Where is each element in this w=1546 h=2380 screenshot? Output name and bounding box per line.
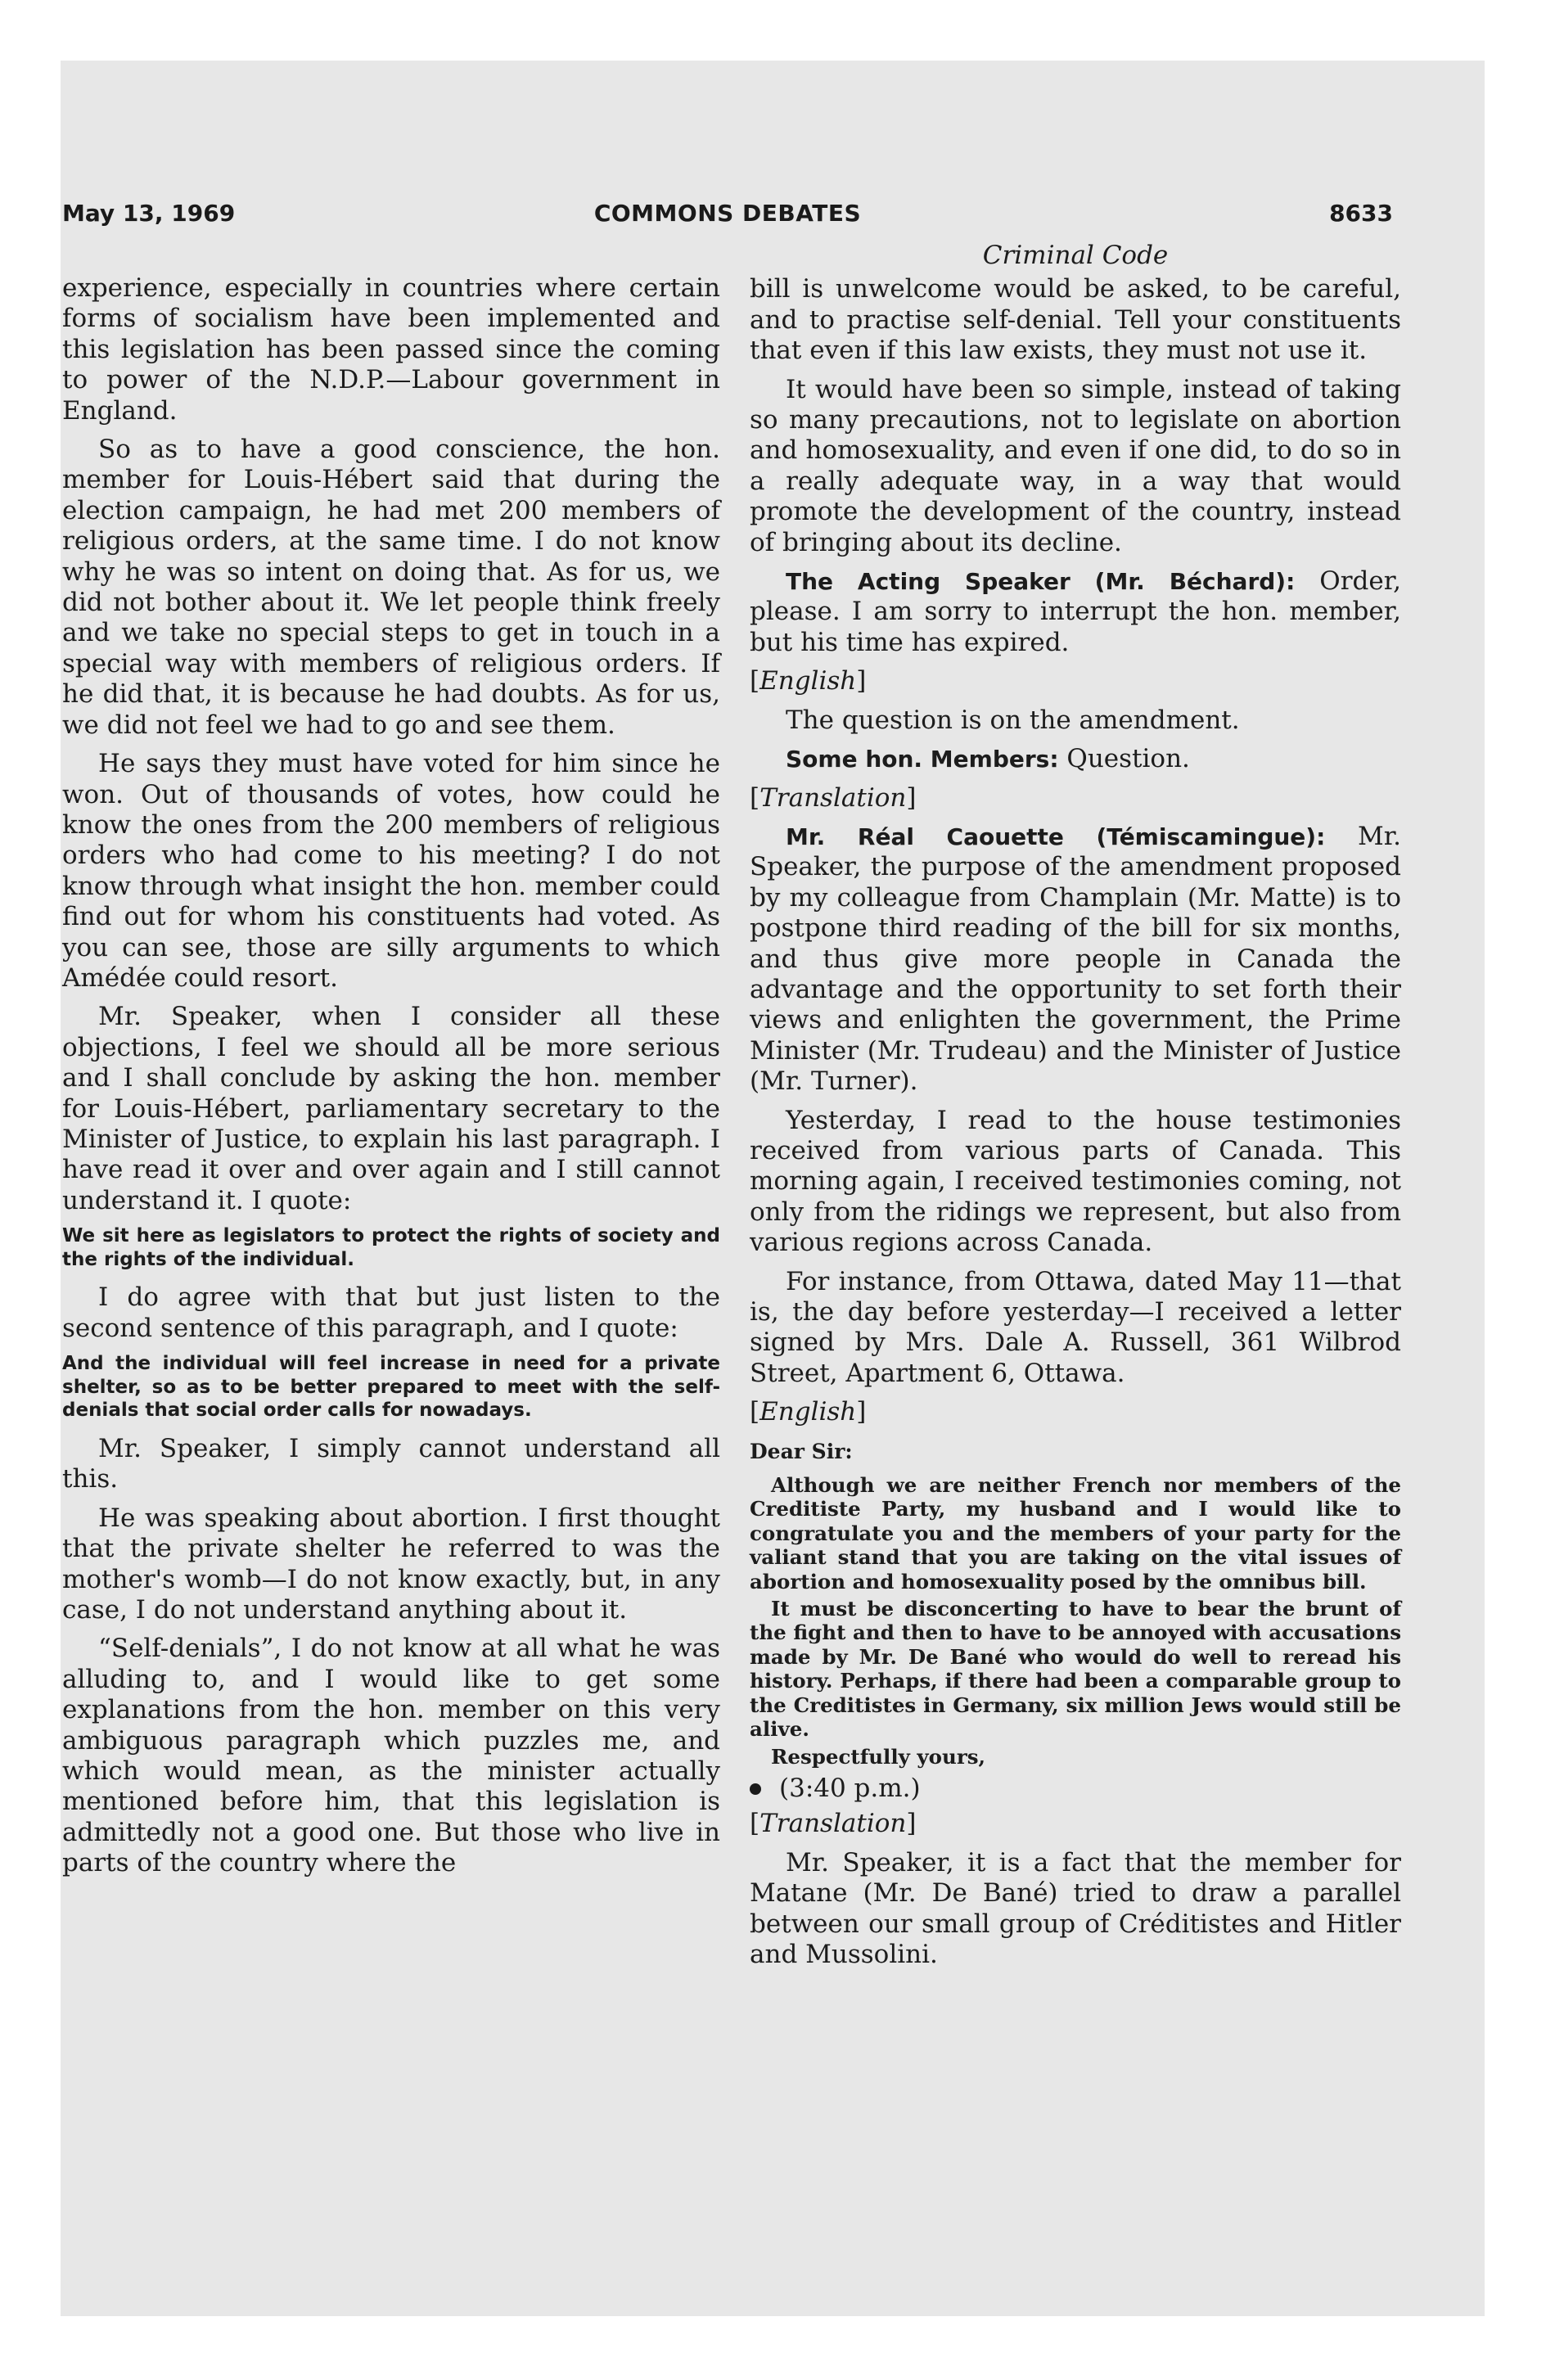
- speaker-name: Some hon. Members:: [786, 746, 1059, 773]
- page-header: [62, 200, 1393, 232]
- speaker-paragraph: [750, 744, 1401, 774]
- timestamp: [750, 1774, 1401, 1804]
- right-column: [750, 241, 1401, 1978]
- speaker-text: Order, please. I am sorry to interrupt the hon. member, but his time has expired.: [750, 566, 1401, 657]
- running-head: Criminal Code: [982, 241, 1169, 270]
- header-date: May 13, 1969: [62, 200, 236, 227]
- paragraph: It would have been so simple, instead of taking so many precautions, not to legislate on abortion and homosexuality, and even if one did, to do so in a really adequate way, in a way that would promote the development of the country, instead of bringing about its decline.: [750, 374, 1401, 557]
- language-tag: [English]: [750, 666, 867, 696]
- header-page-number: 8633: [1329, 200, 1393, 227]
- letter-salutation: Dear Sir:: [750, 1439, 853, 1463]
- paragraph: “Self-denials”, I do not know at all what he was alluding to, and I would like to get some explanations from the hon. member on this very ambiguous paragraph which puzzles me, and which would mean, as the minister actually mentioned before him, that this legislation is admittedly not a good one. But those who live in parts of the country where the: [62, 1634, 720, 1878]
- speaker-paragraph: [750, 566, 1401, 658]
- language-tag: [Translation]: [750, 782, 917, 813]
- letter-closing: Respectfully yours,: [771, 1744, 986, 1769]
- header-title: COMMONS DEBATES: [593, 200, 862, 227]
- paragraph: Mr. Speaker, it is a fact that the member for Matane (Mr. De Bané) tried to draw a parallel between our small group of Créditistes and Hitler and Mussolini.: [750, 1847, 1401, 1969]
- speaker-paragraph: [750, 822, 1401, 1098]
- language-tag: [Translation]: [750, 1809, 917, 1839]
- speaker-text: Mr. Speaker, the purpose of the amendment proposed by my colleague from Champlain (Mr. Matte) is to postpone third reading of the bill for six months, and thus give more people in Canada the advantage and the opportunity to set forth their views and enlighten the government, the Prime Minister (Mr. Trudeau) and the Minister of Justice (Mr. Turner).: [750, 821, 1401, 1097]
- left-column: [62, 273, 720, 1887]
- paragraph: Mr. Speaker, when I consider all these objections, I feel we should all be more serious and I shall conclude by asking the hon. member for Louis-Hébert, parliamentary secretary to the Minister of Justice, to explain his last paragraph. I have read it over and over again and I still cannot understand it. I quote:: [62, 1002, 720, 1215]
- block-quote: We sit here as legislators to protect the rights of society and the rights of the individual.: [62, 1225, 720, 1270]
- paragraph: bill is unwelcome would be asked, to be careful, and to practise self-denial. Tell your constituents that even if this law exists, they must not use it.: [750, 274, 1401, 366]
- paragraph: Mr. Speaker, I simply cannot understand all this.: [62, 1433, 720, 1494]
- paragraph: He says they must have voted for him since he won. Out of thousands of votes, how could he know the ones from the 200 members of religious orders who had come to his meeting? I do not know through what insight the hon. member could find out for whom his constituents had voted. As you can see, those are silly arguments to which Amédée could resort.: [62, 749, 720, 993]
- paragraph: So as to have a good conscience, the hon. member for Louis-Hébert said that during the election campaign, he had met 200 members of religious orders, at the same time. I do not know why he was so intent on doing that. As for us, we did not bother about it. We let people think freely and we take no special steps to get in touch in a special way with members of religious orders. If he did that, it is because he had doubts. As for us, we did not feel we had to go and see them.: [62, 435, 720, 740]
- speaker-name: Mr. Réal Caouette (Témiscamingue):: [786, 823, 1326, 850]
- paragraph: The question is on the amendment.: [786, 705, 1240, 735]
- speaker-text: Question.: [1058, 744, 1190, 774]
- letter-paragraph: It must be disconcerting to have to bear the brunt of the fight and then to have to be annoyed with accusations made by Mr. De Bané who would do well to reread his history. Perhaps, if there had been a comparable group to the Creditistes in Germany, six million Jews would still be alive.: [750, 1597, 1401, 1742]
- paragraph: For instance, from Ottawa, dated May 11—that is, the day before yesterday—I received a letter signed by Mrs. Dale A. Russell, 361 Wilbrod Street, Apartment 6, Ottawa.: [750, 1266, 1401, 1388]
- language-tag: [English]: [750, 1397, 867, 1427]
- paragraph: I do agree with that but just listen to the second sentence of this paragraph, and I quote:: [62, 1282, 720, 1343]
- letter-paragraph: Although we are neither French nor members of the Creditiste Party, my husband and I would like to congratulate you and the members of your party for the valiant stand that you are taking on the vital issues of abortion and homosexuality posed by the omnibus bill.: [750, 1473, 1401, 1593]
- paragraph: He was speaking about abortion. I first thought that the private shelter he referred to was the mother's womb—I do not know exactly, but, in any case, I do not understand anything about it.: [62, 1503, 720, 1625]
- speaker-name: The Acting Speaker (Mr. Béchard):: [786, 568, 1296, 596]
- block-quote: And the individual will feel increase in need for a private shelter, so as to be better prepared to meet with the self-denials that social order calls for nowadays.: [62, 1353, 720, 1422]
- paragraph: experience, especially in countries where certain forms of socialism have been implemented and this legislation has been passed since the coming to power of the N.D.P.—Labour government in England.: [62, 273, 720, 426]
- bullet-icon: [750, 1783, 761, 1795]
- paragraph: Yesterday, I read to the house testimonies received from various parts of Canada. This morning again, I received testimonies coming, not only from the ridings we represent, but also from various regions across Canada.: [750, 1105, 1401, 1258]
- timestamp-text: (3:40 p.m.): [779, 1773, 921, 1803]
